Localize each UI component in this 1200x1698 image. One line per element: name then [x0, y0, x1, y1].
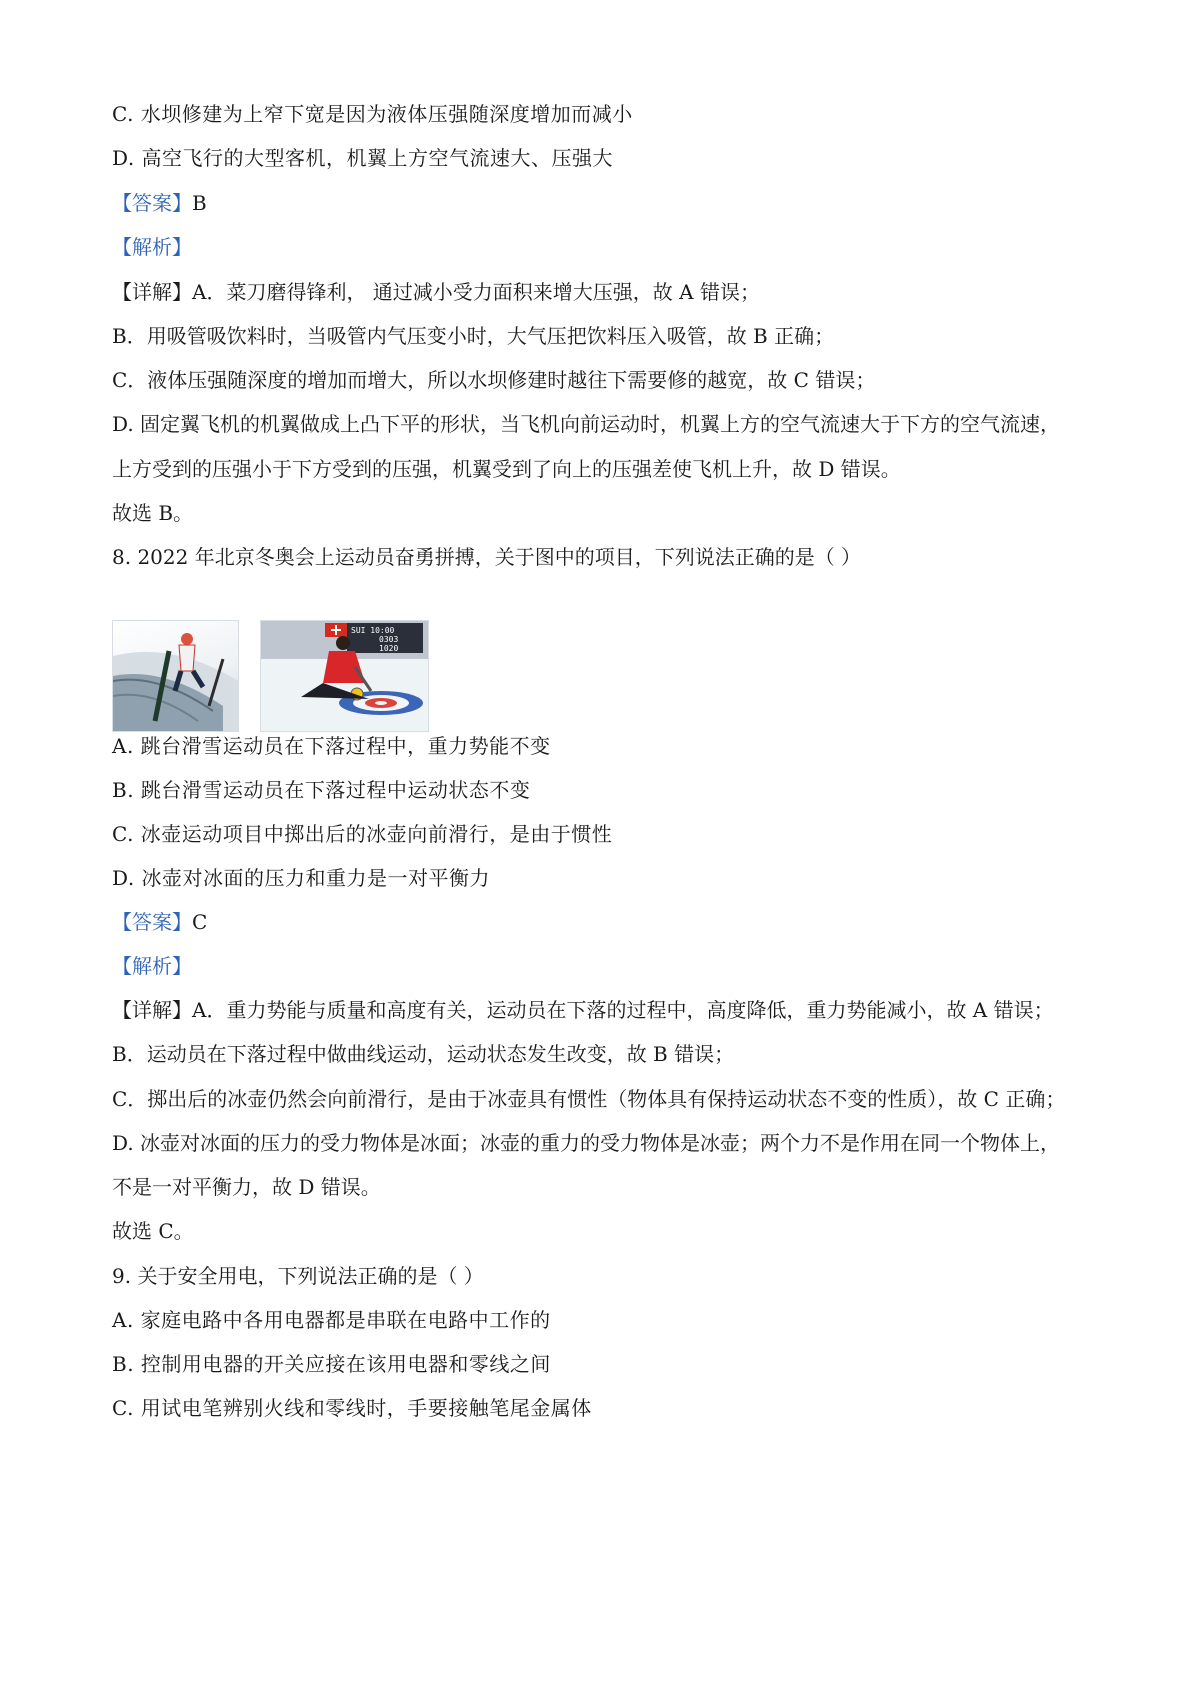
q7-option-c: C. 水坝修建为上窄下宽是因为液体压强随深度增加而减小 [112, 102, 633, 126]
q8-option-b: B. 跳台滑雪运动员在下落过程中运动状态不变 [112, 778, 531, 802]
q8-analysis-label: 【解析】 [112, 954, 192, 978]
q9-option-a: A. 家庭电路中各用电器都是串联在电路中工作的 [112, 1308, 551, 1332]
answer-value: C [192, 910, 208, 934]
answer-value: B [192, 191, 207, 215]
scoreboard-line-3: 1020 [379, 644, 399, 653]
q7-detail-a [112, 278, 1116, 306]
curling-photo [260, 620, 429, 732]
q8-option-a: A. 跳台滑雪运动员在下落过程中，重力势能不变 [112, 734, 551, 758]
q7-conclusion: 故选 B。 [112, 501, 194, 525]
q9-option-b: B. 控制用电器的开关应接在该用电器和零线之间 [112, 1352, 551, 1376]
q8-detail-c: C．掷出后的冰壶仍然会向前滑行，是由于冰壶具有惯性（物体具有保持运动状态不变的性质），故 C 正确； [112, 1087, 1066, 1111]
q7-detail-d2: 上方受到的压强小于下方受到的压强，机翼受到了向上的压强差使飞机上升，故 D 错误。 [112, 457, 901, 481]
scoreboard-line-2: 0303 [379, 635, 399, 644]
q8-option-c: C. 冰壶运动项目中掷出后的冰壶向前滑行，是由于惯性 [112, 822, 613, 846]
q9-option-c: C. 用试电笔辨别火线和零线时，手要接触笔尾金属体 [112, 1396, 592, 1420]
ski-jump-photo [112, 620, 239, 732]
detail-label: 【详解】 [112, 280, 192, 304]
q7-detail-d1: D. 固定翼飞机的机翼做成上凸下平的形状，当飞机向前运动时，机翼上方的空气流速大于下方的空气流速， [112, 412, 1061, 436]
q7-option-d: D. 高空飞行的大型客机，机翼上方空气流速大、压强大 [112, 146, 614, 170]
q7-analysis-label: 【解析】 [112, 235, 192, 259]
q8-detail-a [112, 996, 1116, 1024]
detail-a-text: A．重力势能与质量和高度有关，运动员在下落的过程中，高度降低，重力势能减小，故 A 错误； [192, 998, 1054, 1022]
q7-answer [112, 189, 1116, 217]
q8-option-d: D. 冰壶对冰面的压力和重力是一对平衡力 [112, 866, 491, 890]
q8-detail-d2: 不是一对平衡力，故 D 错误。 [112, 1175, 381, 1199]
q7-detail-b: B．用吸管吸饮料时，当吸管内气压变小时，大气压把饮料压入吸管，故 B 正确； [112, 324, 835, 348]
detail-a-text: A．菜刀磨得锋利， 通过减小受力面积来增大压强，故 A 错误； [192, 280, 760, 304]
q8-detail-d1: D. 冰壶对冰面的压力的受力物体是冰面；冰壶的重力的受力物体是冰壶；两个力不是作用在同一个物体上， [112, 1131, 1061, 1155]
q8-answer [112, 908, 1116, 936]
scoreboard-line-1: SUI 10:00 [351, 626, 395, 635]
q8-detail-b: B．运动员在下落过程中做曲线运动，运动状态发生改变，故 B 错误； [112, 1042, 735, 1066]
q7-detail-c: C．液体压强随深度的增加而增大，所以水坝修建时越往下需要修的越宽，故 C 错误； [112, 368, 876, 392]
q9-stem: 9. 关于安全用电，下列说法正确的是（ ） [112, 1264, 484, 1288]
q8-conclusion: 故选 C。 [112, 1219, 194, 1243]
q8-stem: 8. 2022 年北京冬奥会上运动员奋勇拼搏，关于图中的项目，下列说法正确的是（ ） [112, 545, 862, 569]
detail-label: 【详解】 [112, 998, 192, 1022]
answer-label: 【答案】 [112, 910, 192, 934]
answer-label: 【答案】 [112, 191, 192, 215]
